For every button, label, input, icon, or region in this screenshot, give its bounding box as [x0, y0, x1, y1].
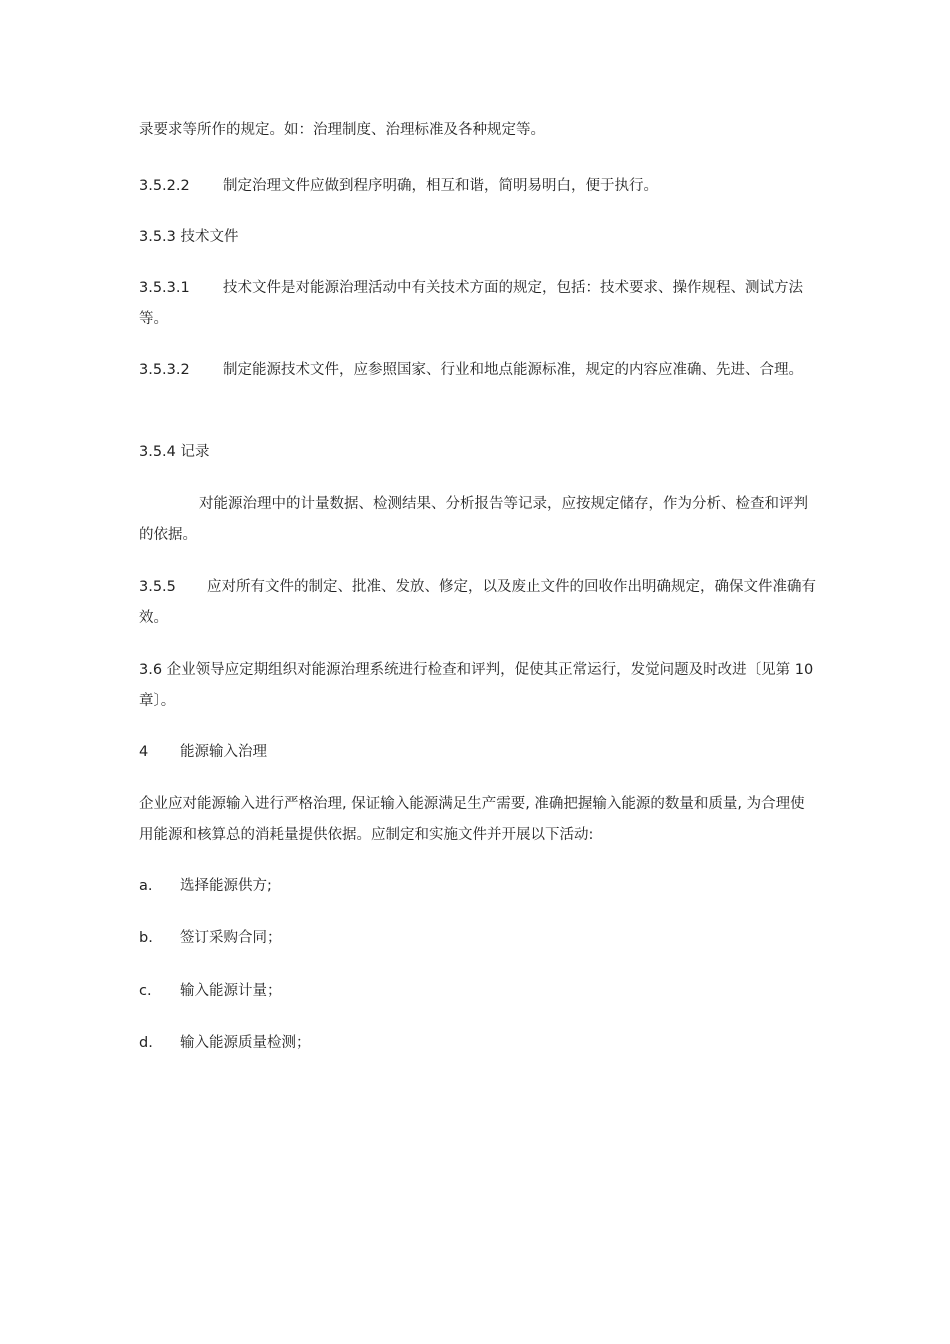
paragraph-records-requirements [139, 115, 819, 146]
section-number: 3.5.2.2 [139, 178, 190, 194]
paragraph-records-body [139, 489, 819, 551]
list-marker: a. [139, 878, 153, 894]
list-item-text: 签订采购合同； [180, 930, 282, 946]
list-marker: c. [139, 983, 152, 999]
list-item-text: 输入能源计量； [180, 983, 282, 999]
heading-4 [139, 737, 819, 768]
list-item-b [139, 923, 819, 954]
list-marker: d. [139, 1035, 153, 1051]
paragraph-3-5-3-1 [139, 273, 819, 335]
paragraph-3-5-2-2 [139, 171, 819, 202]
paragraph-3-5-5 [139, 572, 819, 634]
list-marker: b. [139, 930, 153, 946]
heading-text: 能源输入治理 [180, 744, 267, 760]
list-item-a [139, 871, 819, 902]
section-number: 3.5.5 [139, 579, 176, 595]
paragraph-text: 制定能源技术文件，应参照国家、行业和地点能源标准，规定的内容应准确、先进、合理。 [223, 362, 803, 378]
paragraph-energy-input-intro [139, 789, 819, 851]
heading-text: 3.5.4 记录 [139, 444, 210, 460]
list-item-text: 选择能源供方; [180, 878, 272, 894]
paragraph-text: 应对所有文件的制定、批准、发放、修定，以及废止文件的回收作出明确规定，确保文件准确有效。 [139, 579, 816, 626]
paragraph-text: 3.6 企业领导应定期组织对能源治理系统进行检查和评判，促使其正常运行，发觉问题及时改进〔见第 10 章〕。 [139, 662, 814, 709]
paragraph-text: 技术文件是对能源治理活动中有关技术方面的规定，包括：技术要求、操作规程、测试方法等。 [139, 280, 803, 327]
heading-3-5-3 [139, 222, 819, 253]
paragraph-3-5-3-2 [139, 355, 819, 386]
paragraph-text: 企业应对能源输入进行严格治理, 保证输入能源满足生产需要, 准确把握输入能源的数量和质量, 为合理使用能源和核算总的消耗量提供依据。应制定和实施文件并开展以下活动: [139, 796, 805, 843]
paragraph-3-6 [139, 655, 819, 717]
list-item-d [139, 1028, 819, 1059]
paragraph-text: 对能源治理中的计量数据、检测结果、分析报告等记录，应按规定储存，作为分析、检查和评判的依据。 [139, 496, 808, 543]
section-number: 3.5.3.2 [139, 362, 190, 378]
paragraph-text: 制定治理文件应做到程序明确，相互和谐，简明易明白，便于执行。 [223, 178, 658, 194]
paragraph-text: 录要求等所作的规定。如：治理制度、治理标准及各种规定等。 [139, 122, 545, 138]
heading-3-5-4 [139, 437, 819, 468]
list-item-text: 输入能源质量检测； [180, 1035, 311, 1051]
heading-text: 3.5.3 技术文件 [139, 229, 239, 245]
section-number: 4 [139, 744, 149, 760]
section-number: 3.5.3.1 [139, 280, 190, 296]
list-item-c [139, 976, 819, 1007]
